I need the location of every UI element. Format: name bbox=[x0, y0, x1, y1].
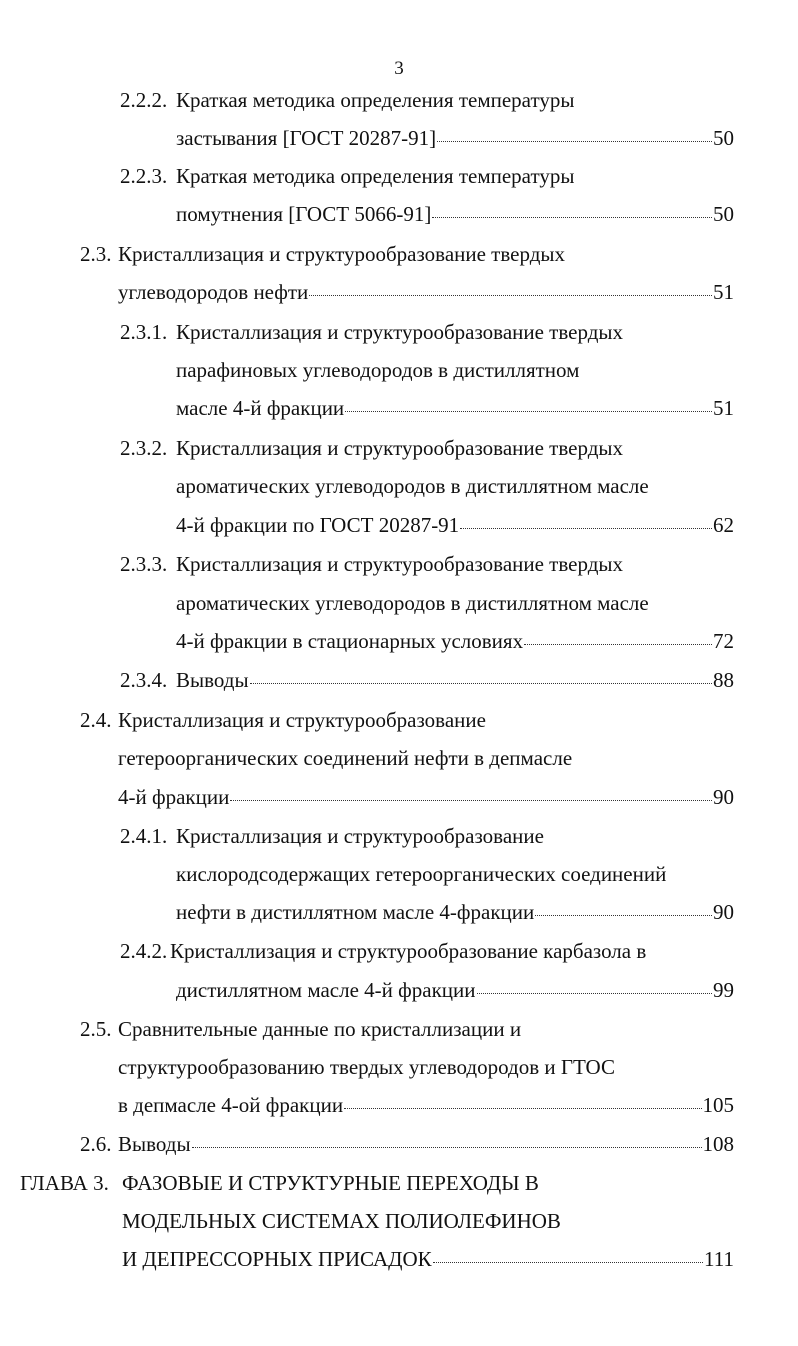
toc-entry-title-line: Кристаллизация и структурообразование твердых bbox=[176, 436, 623, 460]
toc-entry-title-line: углеводородов нефти bbox=[118, 280, 309, 304]
toc-page-number: 105 bbox=[702, 1093, 734, 1117]
toc-entry-row[interactable] bbox=[176, 976, 734, 1004]
toc-entry-row[interactable] bbox=[176, 627, 734, 655]
toc-entry-number: 2.2.3. bbox=[120, 164, 168, 188]
toc-entry-title-line: 4-й фракции в стационарных условиях bbox=[176, 629, 524, 653]
toc-entry-row[interactable] bbox=[176, 666, 734, 694]
dot-leader bbox=[230, 800, 712, 801]
toc-entry-number: 2.6. bbox=[80, 1132, 112, 1156]
dot-leader bbox=[344, 1108, 701, 1109]
toc-entry-title-line: в депмасле 4-ой фракции bbox=[118, 1093, 344, 1117]
toc-entry-row[interactable] bbox=[118, 278, 734, 306]
dot-leader bbox=[524, 644, 712, 645]
toc-entry-row[interactable] bbox=[118, 1091, 734, 1119]
toc-entry-title-line: Кристаллизация и структурообразование твердых bbox=[118, 242, 565, 266]
toc-entry-title-line: гетероорганических соединений нефти в депмасле bbox=[118, 746, 573, 770]
toc-entry-number: 2.3.1. bbox=[120, 320, 168, 344]
toc-page-number: 50 bbox=[713, 126, 734, 150]
dot-leader bbox=[345, 411, 712, 412]
toc-entry-number: 2.4. bbox=[80, 708, 112, 732]
toc-entry-row[interactable] bbox=[176, 200, 734, 228]
toc-entry-title-line: 4-й фракции bbox=[118, 785, 230, 809]
toc-entry-number: 2.3. bbox=[80, 242, 112, 266]
toc-entry-title-line: Кристаллизация и структурообразование bbox=[118, 708, 486, 732]
toc-entry-title-line: Сравнительные данные по кристаллизации и bbox=[118, 1017, 522, 1041]
toc-entry-title-line: Краткая методика определения температуры bbox=[176, 164, 575, 188]
toc-entry-number: 2.4.1. bbox=[120, 824, 168, 848]
toc-entry-title-line: Выводы bbox=[118, 1132, 191, 1156]
toc-entry-row[interactable] bbox=[122, 1245, 734, 1273]
toc-entry-title-line: масле 4-й фракции bbox=[176, 396, 345, 420]
toc-entry-title-line: структурообразованию твердых углеводородов и ГТОС bbox=[118, 1055, 615, 1079]
toc-entry-title-line: ароматических углеводородов в дистиллятном масле bbox=[176, 591, 649, 615]
dot-leader bbox=[437, 141, 712, 142]
toc-page-number: 51 bbox=[713, 280, 734, 304]
toc-entry-title-line: ароматических углеводородов в дистиллятном масле bbox=[176, 474, 649, 498]
toc-entry-number: 2.3.4. bbox=[120, 668, 168, 692]
dot-leader bbox=[460, 528, 712, 529]
toc-entry-row[interactable] bbox=[118, 783, 734, 811]
toc-entry-title-line: Кристаллизация и структурообразование bbox=[176, 824, 544, 848]
dot-leader bbox=[433, 1262, 703, 1263]
toc-entry-title-line: Краткая методика определения температуры bbox=[176, 88, 575, 112]
toc-entry-title-line: Кристаллизация и структурообразование твердых bbox=[176, 320, 623, 344]
toc-page-number: 88 bbox=[713, 668, 734, 692]
dot-leader bbox=[250, 683, 712, 684]
toc-entry-row[interactable] bbox=[176, 394, 734, 422]
toc-entry-number: 2.2.2. bbox=[120, 88, 168, 112]
toc-entry-title-line: 4-й фракции по ГОСТ 20287-91 bbox=[176, 513, 460, 537]
toc-entry-row[interactable] bbox=[176, 511, 734, 539]
toc-entry-title-line: застывания [ГОСТ 20287-91] bbox=[176, 126, 437, 150]
toc-page-number: 90 bbox=[713, 900, 734, 924]
toc-page-number: 90 bbox=[713, 785, 734, 809]
toc-entry-title-line: парафиновых углеводородов в дистиллятном bbox=[176, 358, 580, 382]
toc-entry-title-line: И ДЕПРЕССОРНЫХ ПРИСАДОК bbox=[122, 1247, 432, 1271]
toc-page-number: 50 bbox=[713, 202, 734, 226]
toc-entry-title-line: МОДЕЛЬНЫХ СИСТЕМАХ ПОЛИОЛЕФИНОВ bbox=[122, 1209, 561, 1233]
toc-entry-title-line: ФАЗОВЫЕ И СТРУКТУРНЫЕ ПЕРЕХОДЫ В bbox=[122, 1171, 539, 1195]
toc-entry-title-line: дистиллятном масле 4-й фракции bbox=[176, 978, 476, 1002]
toc-entry-title-line: помутнения [ГОСТ 5066-91] bbox=[176, 202, 432, 226]
toc-page-number: 111 bbox=[704, 1247, 734, 1271]
toc-entry-row[interactable] bbox=[118, 1130, 734, 1158]
toc-page-number: 99 bbox=[713, 978, 734, 1002]
toc-page-number: 51 bbox=[713, 396, 734, 420]
toc-entry-number: 2.5. bbox=[80, 1017, 112, 1041]
dot-leader bbox=[432, 217, 712, 218]
toc-page-number: 62 bbox=[713, 513, 734, 537]
dot-leader bbox=[192, 1147, 702, 1148]
toc-entry-title-line: кислородсодержащих гетероорганических соединений bbox=[176, 862, 667, 886]
toc-entry-title-line: нефти в дистиллятном масле 4-фракции bbox=[176, 900, 535, 924]
page-number: 3 bbox=[394, 58, 404, 79]
toc-entry-number: ГЛАВА 3. bbox=[20, 1171, 109, 1195]
toc-entry-number: 2.3.3. bbox=[120, 552, 168, 576]
toc-page-number: 108 bbox=[702, 1132, 734, 1156]
toc-page-number: 72 bbox=[713, 629, 734, 653]
dot-leader bbox=[477, 993, 713, 994]
toc-entry-title-line: Кристаллизация и структурообразование карбазола в bbox=[170, 939, 647, 963]
toc-entry-row[interactable] bbox=[176, 124, 734, 152]
dot-leader bbox=[535, 915, 712, 916]
toc-entry-row[interactable] bbox=[176, 898, 734, 926]
toc-entry-number: 2.3.2. bbox=[120, 436, 168, 460]
dot-leader bbox=[309, 295, 712, 296]
toc-entry-number: 2.4.2. bbox=[120, 939, 168, 963]
toc-entry-title-line: Выводы bbox=[176, 668, 249, 692]
toc-entry-title-line: Кристаллизация и структурообразование твердых bbox=[176, 552, 623, 576]
